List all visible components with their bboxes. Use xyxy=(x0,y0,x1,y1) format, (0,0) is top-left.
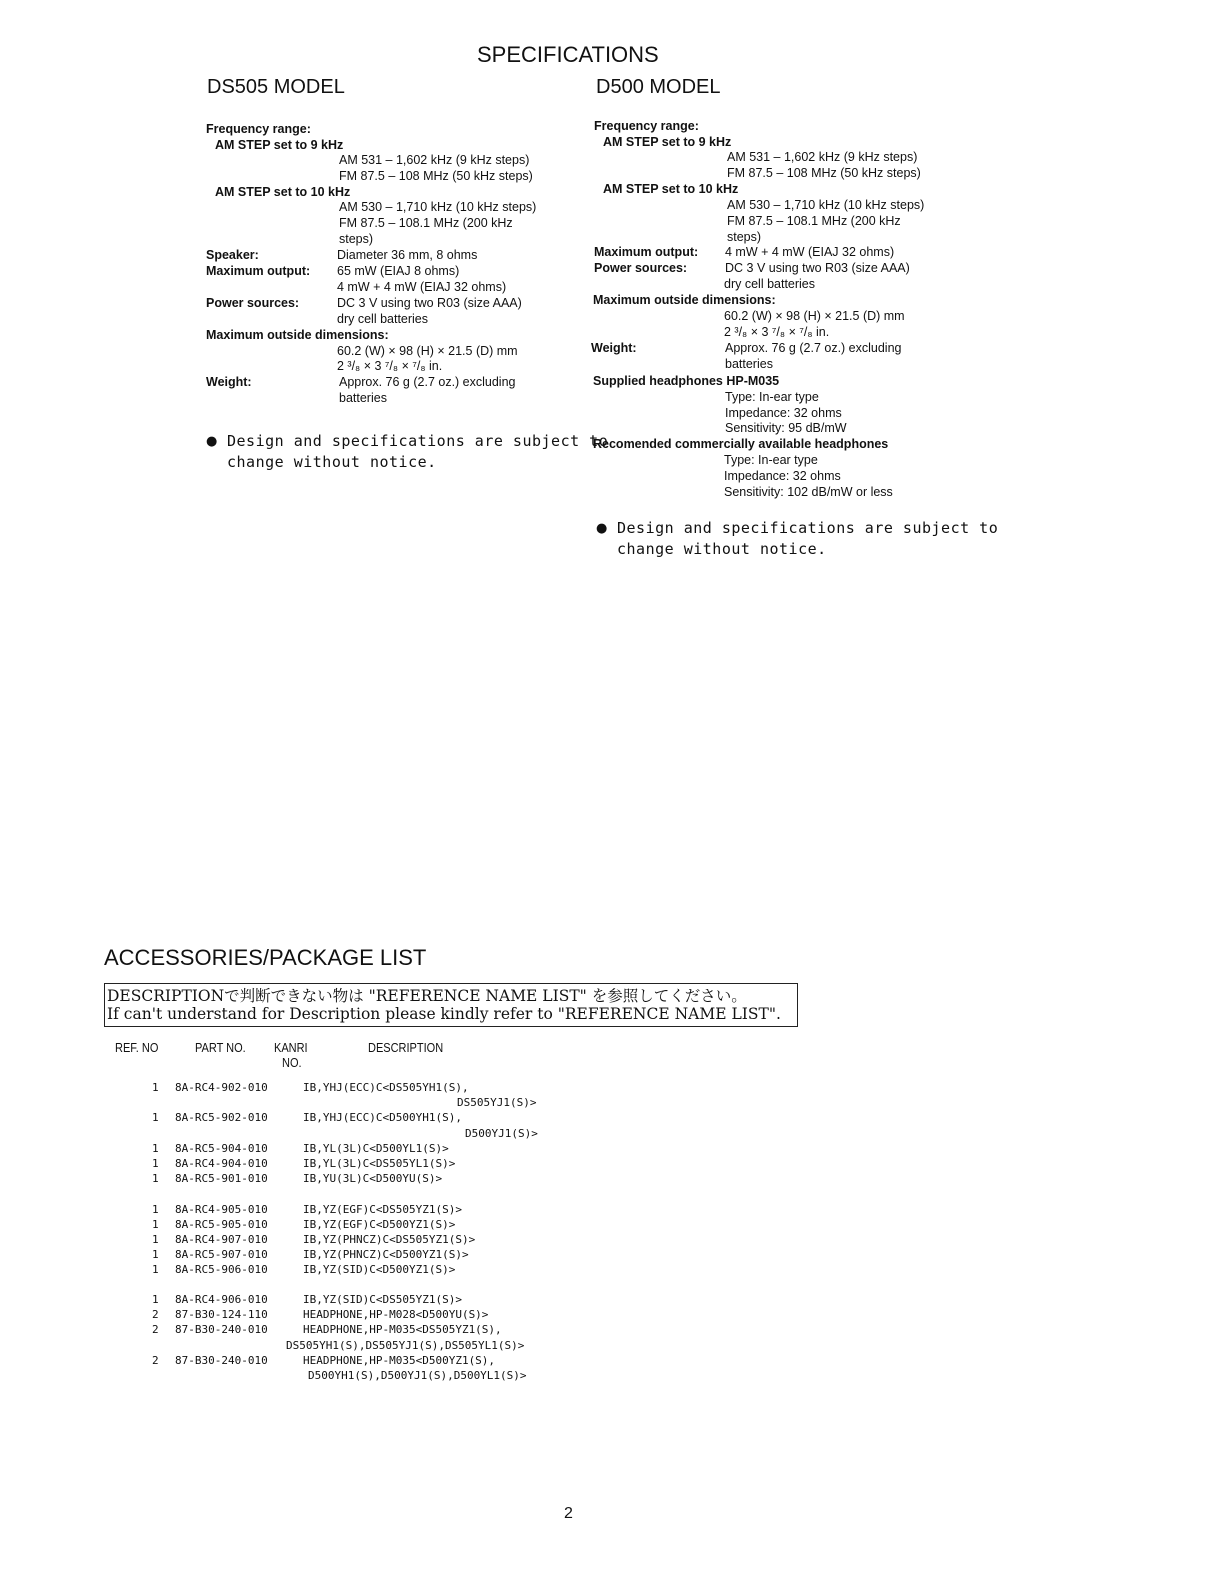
row-part: 8A-RC4-907-010 xyxy=(175,1233,268,1246)
maxout-label: Maximum output: xyxy=(206,264,311,278)
row-desc: HEADPHONE,HP-M035<DS505YZ1(S), xyxy=(303,1323,502,1336)
supplied-impedance: Impedance: 32 ohms xyxy=(725,406,842,420)
row-part: 8A-RC5-904-010 xyxy=(175,1142,268,1155)
weight-value-2: batteries xyxy=(725,357,773,371)
weight-value-2: batteries xyxy=(339,391,387,405)
row-desc-cont: D500YJ1(S)> xyxy=(465,1127,538,1140)
row-desc: HEADPHONE,HP-M035<D500YZ1(S), xyxy=(303,1354,496,1367)
weight-label: Weight: xyxy=(206,375,252,389)
dims-value-2: 2 ³/₈ × 3 ⁷/₈ × ⁷/₈ in. xyxy=(337,359,443,373)
dims-value: 60.2 (W) × 98 (H) × 21.5 (D) mm xyxy=(724,309,905,323)
power-label: Power sources: xyxy=(206,296,300,310)
row-ref: 1 xyxy=(152,1081,159,1094)
am9-fm: FM 87.5 – 108 MHz (50 kHz steps) xyxy=(339,169,533,183)
power-label: Power sources: xyxy=(594,261,688,275)
power-value-2: dry cell batteries xyxy=(724,277,816,291)
dims-label: Maximum outside dimensions: xyxy=(206,328,389,342)
am10-fm: FM 87.5 – 108.1 MHz (200 kHz xyxy=(727,214,901,228)
row-desc: IB,YZ(PHNCZ)C<D500YZ1(S)> xyxy=(303,1248,469,1261)
accessories-title: ACCESSORIES/PACKAGE LIST xyxy=(104,945,427,970)
row-ref: 1 xyxy=(152,1248,159,1261)
row-part: 87-B30-124-110 xyxy=(175,1308,268,1321)
supplied-type: Type: In-ear type xyxy=(725,390,819,404)
row-desc: IB,YL(3L)C<D500YL1(S)> xyxy=(303,1142,449,1155)
maxout-value-2: 4 mW + 4 mW (EIAJ 32 ohms) xyxy=(337,280,507,294)
row-part: 8A-RC4-906-010 xyxy=(175,1293,268,1306)
row-desc: IB,YZ(EGF)C<D500YZ1(S)> xyxy=(303,1218,456,1231)
notice-line-1: Design and specifications are subject to xyxy=(617,519,999,537)
row-part: 8A-RC4-904-010 xyxy=(175,1157,268,1170)
am10-fm: FM 87.5 – 108.1 MHz (200 kHz xyxy=(339,216,513,230)
power-value: DC 3 V using two R03 (size AAA) xyxy=(725,261,910,275)
recommended-sensitivity: Sensitivity: 102 dB/mW or less xyxy=(724,485,893,499)
speaker-label: Speaker: xyxy=(206,248,259,262)
row-part: 8A-RC5-902-010 xyxy=(175,1111,268,1124)
row-ref: 2 xyxy=(152,1323,159,1336)
row-part: 8A-RC5-907-010 xyxy=(175,1248,268,1261)
row-part: 8A-RC4-902-010 xyxy=(175,1081,268,1094)
notice-line-2: change without notice. xyxy=(227,453,437,471)
row-desc-cont: D500YH1(S),D500YJ1(S),D500YL1(S)> xyxy=(308,1369,527,1382)
weight-value: Approx. 76 g (2.7 oz.) excluding xyxy=(725,341,902,355)
dims-value-2: 2 ³/₈ × 3 ⁷/₈ × ⁷/₈ in. xyxy=(724,325,830,339)
row-part: 8A-RC5-905-010 xyxy=(175,1218,268,1231)
row-desc: IB,YZ(SID)C<DS505YZ1(S)> xyxy=(303,1293,462,1306)
row-ref: 1 xyxy=(152,1111,159,1124)
bullet-icon: ● xyxy=(596,521,608,536)
page-title: SPECIFICATIONS xyxy=(477,42,659,67)
row-desc-cont: DS505YJ1(S)> xyxy=(457,1096,537,1109)
col-description: DESCRIPTION xyxy=(368,1041,444,1055)
row-ref: 1 xyxy=(152,1157,159,1170)
notice-line-1: Design and specifications are subject to xyxy=(227,432,609,450)
am9-label: AM STEP set to 9 kHz xyxy=(603,135,732,149)
am10-label: AM STEP set to 10 kHz xyxy=(215,185,351,199)
bullet-icon: ● xyxy=(206,434,218,449)
row-part: 8A-RC5-906-010 xyxy=(175,1263,268,1276)
row-desc: IB,YZ(SID)C<D500YZ1(S)> xyxy=(303,1263,456,1276)
row-desc: HEADPHONE,HP-M028<D500YU(S)> xyxy=(303,1308,489,1321)
am10-fm-cont: steps) xyxy=(339,232,374,246)
reference-note-jp: DESCRIPTIONで判断できない物は "REFERENCE NAME LIST" を参照してください。 xyxy=(107,987,747,1005)
row-desc: IB,YZ(EGF)C<DS505YZ1(S)> xyxy=(303,1203,462,1216)
am9-am: AM 531 – 1,602 kHz (9 kHz steps) xyxy=(727,150,918,164)
speaker-value: Diameter 36 mm, 8 ohms xyxy=(337,248,478,262)
weight-label: Weight: xyxy=(591,341,637,355)
row-ref: 1 xyxy=(152,1218,159,1231)
model-heading: DS505 MODEL xyxy=(207,76,345,98)
col-ref-no: REF. NO xyxy=(115,1041,159,1055)
am10-label: AM STEP set to 10 kHz xyxy=(603,182,739,196)
row-part: 8A-RC5-901-010 xyxy=(175,1172,268,1185)
recommended-impedance: Impedance: 32 ohms xyxy=(724,469,841,483)
recommended-label: Recomended commercially available headphones xyxy=(593,437,889,451)
row-part: 87-B30-240-010 xyxy=(175,1323,268,1336)
row-ref: 2 xyxy=(152,1354,159,1367)
model-heading: D500 MODEL xyxy=(596,76,721,98)
row-desc: IB,YL(3L)C<DS505YL1(S)> xyxy=(303,1157,456,1170)
col-kanri: KANRI xyxy=(274,1041,308,1055)
reference-note-box xyxy=(104,983,798,1027)
dims-label: Maximum outside dimensions: xyxy=(593,293,776,307)
maxout-value: 4 mW + 4 mW (EIAJ 32 ohms) xyxy=(725,245,895,259)
row-ref: 1 xyxy=(152,1233,159,1246)
am9-label: AM STEP set to 9 kHz xyxy=(215,138,344,152)
am10-am: AM 530 – 1,710 kHz (10 kHz steps) xyxy=(339,200,537,214)
freq-label: Frequency range: xyxy=(206,122,311,136)
am9-am: AM 531 – 1,602 kHz (9 kHz steps) xyxy=(339,153,530,167)
row-ref: 2 xyxy=(152,1308,159,1321)
am10-fm-cont: steps) xyxy=(727,230,762,244)
col-kanri-no: NO. xyxy=(282,1056,302,1070)
col-part-no: PART NO. xyxy=(195,1041,246,1055)
row-desc: IB,YZ(PHNCZ)C<DS505YZ1(S)> xyxy=(303,1233,476,1246)
weight-value: Approx. 76 g (2.7 oz.) excluding xyxy=(339,375,516,389)
row-part: 87-B30-240-010 xyxy=(175,1354,268,1367)
maxout-label: Maximum output: xyxy=(594,245,699,259)
row-desc: IB,YHJ(ECC)C<DS505YH1(S), xyxy=(303,1081,469,1094)
dims-value: 60.2 (W) × 98 (H) × 21.5 (D) mm xyxy=(337,344,518,358)
row-ref: 1 xyxy=(152,1203,159,1216)
power-value: DC 3 V using two R03 (size AAA) xyxy=(337,296,522,310)
am9-fm: FM 87.5 – 108 MHz (50 kHz steps) xyxy=(727,166,921,180)
row-desc: IB,YHJ(ECC)C<D500YH1(S), xyxy=(303,1111,462,1124)
am10-am: AM 530 – 1,710 kHz (10 kHz steps) xyxy=(727,198,925,212)
freq-label: Frequency range: xyxy=(594,119,699,133)
row-desc-cont: DS505YH1(S),DS505YJ1(S),DS505YL1(S)> xyxy=(286,1339,525,1352)
maxout-value: 65 mW (EIAJ 8 ohms) xyxy=(337,264,460,278)
supplied-sensitivity: Sensitivity: 95 dB/mW xyxy=(725,421,847,435)
notice-line-2: change without notice. xyxy=(617,540,827,558)
row-ref: 1 xyxy=(152,1293,159,1306)
supplied-label: Supplied headphones HP-M035 xyxy=(593,374,780,388)
reference-note-en: If can't understand for Description please kindly refer to "REFERENCE NAME LIST". xyxy=(107,1005,781,1023)
page-number: 2 xyxy=(564,1505,573,1522)
row-desc: IB,YU(3L)C<D500YU(S)> xyxy=(303,1172,443,1185)
row-part: 8A-RC4-905-010 xyxy=(175,1203,268,1216)
row-ref: 1 xyxy=(152,1142,159,1155)
recommended-type: Type: In-ear type xyxy=(724,453,818,467)
row-ref: 1 xyxy=(152,1263,159,1276)
power-value-2: dry cell batteries xyxy=(337,312,429,326)
row-ref: 1 xyxy=(152,1172,159,1185)
